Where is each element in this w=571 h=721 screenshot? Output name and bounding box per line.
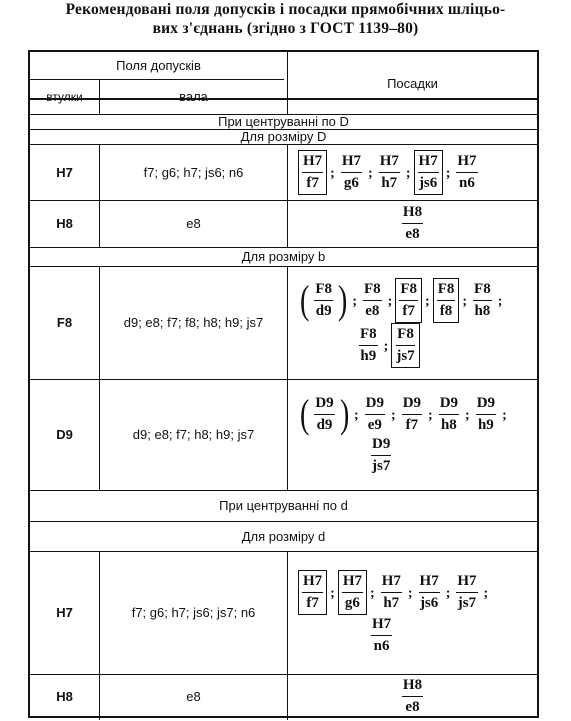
tolerance-table xyxy=(28,50,539,718)
fit-shaft-tolerance: h9 xyxy=(360,347,377,364)
fit-fraction xyxy=(453,152,480,193)
fit-shaft-tolerance: e9 xyxy=(367,416,382,433)
separator: ; xyxy=(370,586,375,601)
fit-fraction xyxy=(368,615,395,656)
section-center-d: При центруванні по d xyxy=(219,498,348,513)
fit-hole-tolerance: H7 xyxy=(456,573,477,593)
section-size-d: Для розміру d xyxy=(241,528,326,544)
fit-shaft-tolerance: js7 xyxy=(396,347,415,364)
fit-fraction xyxy=(311,394,337,435)
fit-fraction xyxy=(311,280,336,321)
fit-shaft-tolerance: f8 xyxy=(439,302,453,319)
separator: ; xyxy=(462,294,468,309)
separator: ; xyxy=(330,166,335,181)
fits-line xyxy=(298,278,505,323)
preferred-fit-parentheses: ( $\frac{F8}{d9}$ ) xyxy=(299,277,348,322)
fit-shaft-tolerance: f7 xyxy=(402,302,415,319)
separator: ; xyxy=(445,586,451,601)
fit-shaft-tolerance: n6 xyxy=(459,174,475,191)
fits-line xyxy=(298,570,491,615)
page-title xyxy=(0,0,571,38)
fit-fraction xyxy=(368,435,394,476)
separator: ; xyxy=(368,166,373,181)
fit-fraction xyxy=(433,278,460,323)
fit-fraction xyxy=(378,572,405,613)
fit-hole-tolerance: F8 xyxy=(473,281,492,301)
fits-cell xyxy=(288,674,537,718)
separator: ; xyxy=(483,586,489,601)
fit-hole-tolerance: H8 xyxy=(402,677,423,697)
fit-fraction xyxy=(470,280,495,321)
fit-shaft-tolerance: f7 xyxy=(306,594,319,611)
fits-cell xyxy=(288,379,537,490)
hole-tolerance: H8 xyxy=(56,216,73,231)
fit-shaft-tolerance: js7 xyxy=(372,457,391,474)
fits-line xyxy=(399,203,426,244)
fits-cell xyxy=(288,266,537,379)
fit-fraction xyxy=(376,152,403,193)
fit-hole-tolerance: D9 xyxy=(476,395,496,415)
fit-hole-tolerance: F8 xyxy=(363,281,382,301)
fit-hole-tolerance: H7 xyxy=(302,153,323,173)
separator: ; xyxy=(354,408,359,423)
shaft-tolerances: d9; e8; f7; h8; h9; js7 xyxy=(132,427,255,442)
fits-cell xyxy=(288,551,537,674)
fit-shaft-tolerance: e8 xyxy=(365,302,380,319)
fit-hole-tolerance: F8 xyxy=(396,326,415,346)
fit-fraction xyxy=(395,278,422,323)
fit-fraction xyxy=(399,394,425,435)
fit-hole-tolerance: D9 xyxy=(314,395,334,415)
fit-hole-tolerance: H7 xyxy=(341,153,362,173)
shaft-tolerances: d9; e8; f7; f8; h8; h9; js7 xyxy=(123,315,264,330)
section-size-D: Для розміру D xyxy=(240,129,327,144)
separator: ; xyxy=(425,294,430,309)
fit-hole-tolerance: F8 xyxy=(399,281,418,301)
preferred-fit-parentheses: ( $\frac{D9}{d9}$ ) xyxy=(299,391,350,436)
fit-shaft-tolerance: f7 xyxy=(405,416,419,433)
fit-fraction xyxy=(453,572,480,613)
fit-shaft-tolerance: e8 xyxy=(405,698,420,715)
fits-line xyxy=(298,615,395,656)
fit-fraction xyxy=(399,203,426,244)
hole-tolerance: H7 xyxy=(56,164,73,180)
fit-shaft-tolerance: e8 xyxy=(405,226,420,242)
fit-fraction xyxy=(338,570,367,615)
separator: ; xyxy=(405,166,411,181)
separator: ; xyxy=(330,586,335,601)
fit-shaft-tolerance: g6 xyxy=(343,174,359,191)
header-fields: Поля допусків xyxy=(116,58,201,73)
fit-shaft-tolerance: g6 xyxy=(344,594,360,611)
fit-fraction xyxy=(399,676,426,717)
shaft-tolerances: e8 xyxy=(186,688,201,704)
separator: ; xyxy=(428,408,433,423)
fit-hole-tolerance: F8 xyxy=(437,281,456,301)
fit-shaft-tolerance: f7 xyxy=(306,174,319,191)
fit-fraction xyxy=(473,394,499,435)
fit-hole-tolerance: D9 xyxy=(439,395,459,415)
fit-shaft-tolerance: js6 xyxy=(419,594,439,611)
fits-cell xyxy=(288,144,537,200)
fit-hole-tolerance: H7 xyxy=(342,573,363,593)
hole-tolerance: D9 xyxy=(56,427,73,442)
fit-hole-tolerance: F8 xyxy=(314,281,333,301)
separator: ; xyxy=(497,294,503,309)
separator: ; xyxy=(391,408,396,423)
separator: ; xyxy=(352,294,357,309)
fits-line xyxy=(298,150,481,195)
fit-hole-tolerance: H7 xyxy=(456,153,477,173)
fit-fraction xyxy=(356,325,381,366)
section-center-D: При центруванні по D xyxy=(218,114,349,129)
fit-hole-tolerance: F8 xyxy=(359,326,378,346)
section-size-b: Для розміру b xyxy=(241,249,326,264)
fit-hole-tolerance: H7 xyxy=(381,573,402,593)
shaft-tolerances: f7; g6; h7; js6; n6 xyxy=(143,164,244,180)
shaft-tolerances: f7; g6; h7; js6; js7; n6 xyxy=(131,605,256,620)
fit-hole-tolerance: H8 xyxy=(402,204,423,224)
fits-cell xyxy=(288,200,537,247)
title-line-1: Рекомендовані поля допусків і посадки прямобічних шліцьо- xyxy=(65,1,506,18)
hole-tolerance: F8 xyxy=(56,315,73,330)
fit-shaft-tolerance: js6 xyxy=(418,174,438,191)
fit-fraction xyxy=(416,572,443,613)
fits-line xyxy=(399,676,426,717)
fit-fraction xyxy=(391,323,419,368)
fit-hole-tolerance: H7 xyxy=(419,573,440,593)
separator: ; xyxy=(383,339,389,354)
header-fits: Посадки xyxy=(387,75,438,91)
fit-hole-tolerance: D9 xyxy=(365,395,385,415)
fit-hole-tolerance: H7 xyxy=(379,153,400,173)
fit-shaft-tolerance: h7 xyxy=(381,174,398,191)
fit-hole-tolerance: D9 xyxy=(371,436,391,456)
separator: ; xyxy=(445,166,451,181)
fits-line xyxy=(298,391,510,436)
separator: ; xyxy=(387,294,393,309)
separator: ; xyxy=(465,408,470,423)
title-line-2: вих з'єднань (згідно з ГОСТ 1139–80) xyxy=(152,20,419,37)
separator: ; xyxy=(502,408,507,423)
fits-line xyxy=(298,435,394,476)
fit-shaft-tolerance: d9 xyxy=(316,416,333,433)
header-shaft: вала xyxy=(179,89,208,104)
fit-shaft-tolerance: h9 xyxy=(477,416,494,433)
fit-fraction xyxy=(360,280,385,321)
fit-fraction xyxy=(414,150,443,195)
separator: ; xyxy=(407,586,413,601)
fit-hole-tolerance: H7 xyxy=(418,153,439,173)
header-hole: втулки xyxy=(46,89,83,104)
fit-fraction xyxy=(338,152,365,193)
fit-hole-tolerance: H7 xyxy=(302,573,323,593)
fit-shaft-tolerance: h8 xyxy=(440,416,457,433)
fit-shaft-tolerance: js7 xyxy=(457,594,477,611)
fit-fraction xyxy=(298,150,327,195)
shaft-tolerances: e8 xyxy=(186,216,201,231)
hole-tolerance: H8 xyxy=(56,688,73,704)
fit-fraction xyxy=(362,394,388,435)
fit-hole-tolerance: H7 xyxy=(371,616,392,636)
fit-shaft-tolerance: h8 xyxy=(474,302,491,319)
hole-tolerance: H7 xyxy=(56,605,73,620)
fit-shaft-tolerance: d9 xyxy=(315,302,332,319)
fit-fraction xyxy=(298,570,327,615)
fit-shaft-tolerance: n6 xyxy=(373,637,390,654)
fit-shaft-tolerance: h7 xyxy=(383,594,400,611)
fit-hole-tolerance: D9 xyxy=(402,395,422,415)
fits-line xyxy=(298,323,420,368)
fit-fraction xyxy=(436,394,462,435)
